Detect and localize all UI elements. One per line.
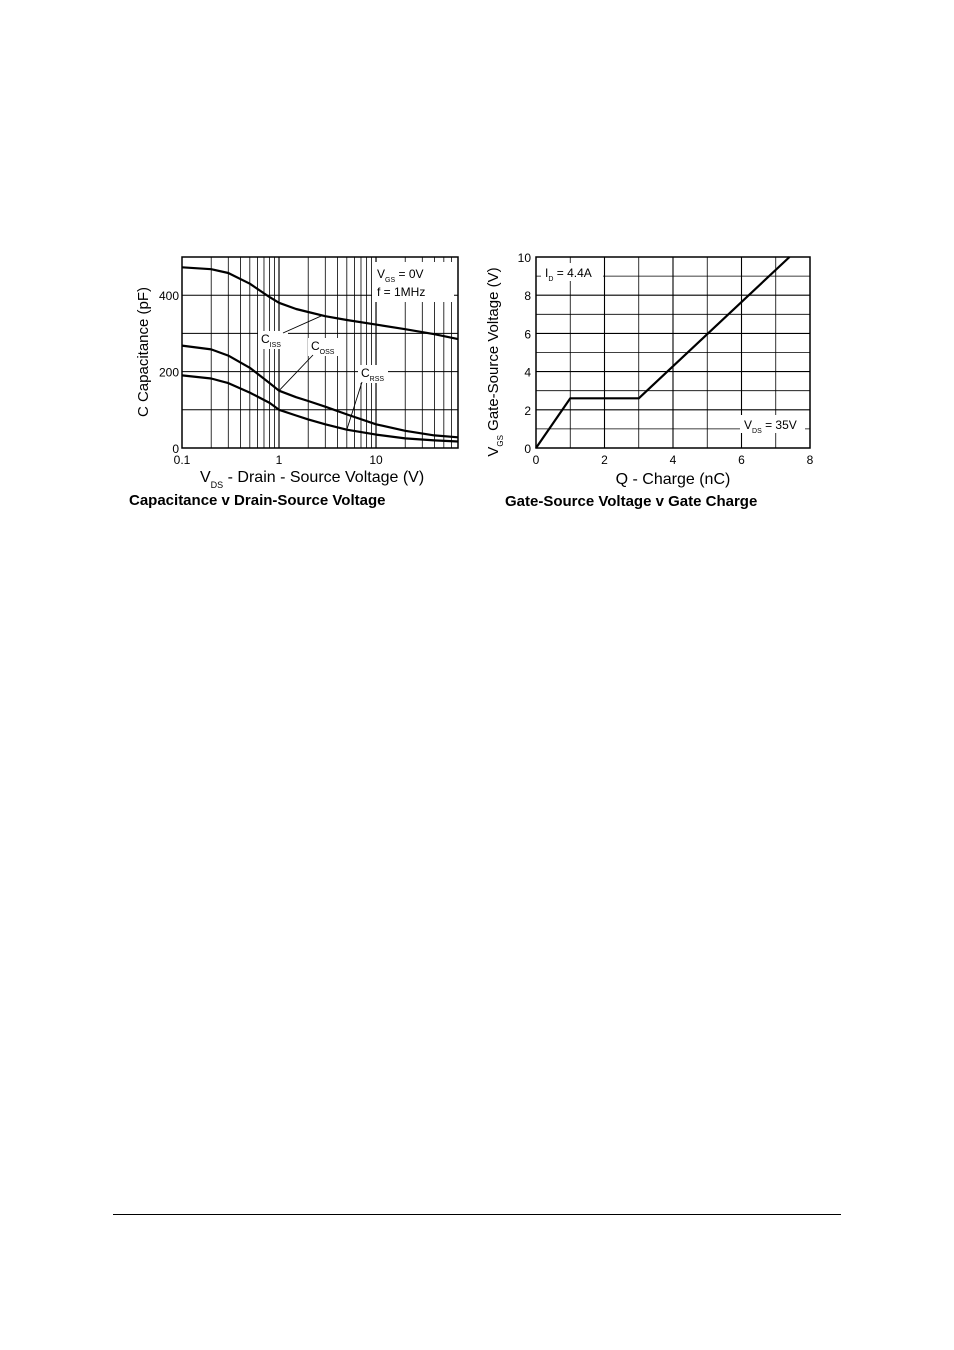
capacitance-xtick-label: 10 [369, 453, 383, 467]
gate-charge-xlabel: Q - Charge (nC) [615, 471, 731, 488]
gate-charge-xtick-label: 4 [669, 453, 677, 467]
capacitance-xtick-label: 0.1 [173, 453, 191, 467]
footer-rule [113, 1214, 841, 1215]
gate-charge-ytick-label: 6 [524, 327, 531, 342]
gate-charge-xtick-label: 8 [806, 453, 814, 467]
capacitance-ytick-label: 400 [158, 289, 179, 304]
capacitance-title: Capacitance v Drain-Source Voltage [129, 492, 386, 509]
capacitance-chart [129, 257, 458, 509]
gate-charge-ytick-label: 0 [524, 442, 531, 456]
capacitance-leader-line [283, 315, 322, 333]
gate-charge-chart [485, 251, 814, 510]
gate-charge-xtick-label: 2 [601, 453, 608, 467]
gate-charge-condition-id: $I_D = 4.4A$ [545, 266, 592, 283]
gate-charge-title: Gate-Source Voltage v Gate Charge [505, 493, 758, 510]
gate-charge-ytick-label: 2 [524, 403, 531, 418]
capacitance-series-label-rss: $C_{RSS}$ [361, 366, 385, 383]
capacitance-ylabel: C Capacitance (pF) [135, 286, 152, 418]
capacitance-series-label-oss: $C_{OSS}$ [311, 339, 335, 356]
capacitance-ytick-label: 0 [172, 442, 179, 456]
gate-charge-ytick-label: 8 [524, 289, 531, 304]
gate-charge-xtick-label: 0 [532, 453, 540, 467]
gate-charge-ytick-label: 10 [517, 251, 531, 265]
gate-charge-ylabel: $V_{GS}$ Gate-Source Voltage (V) [485, 267, 505, 457]
gate-charge-xtick-label: 6 [738, 453, 745, 467]
capacitance-series-label-iss: $C_{ISS}$ [261, 332, 281, 349]
capacitance-xtick-label: 1 [275, 453, 283, 467]
capacitance-condition-freq: f = 1MHz [377, 285, 426, 299]
gate-charge-condition-vds: $V_{DS} = 35V$ [744, 418, 797, 435]
capacitance-xlabel: $V_{DS}$ - Drain - Source Voltage (V) [200, 469, 425, 490]
capacitance-ytick-label: 200 [158, 365, 179, 380]
gate-charge-ytick-label: 4 [524, 365, 531, 380]
capacitance-condition-vgs: $V_{GS} = 0V$ [377, 267, 424, 284]
